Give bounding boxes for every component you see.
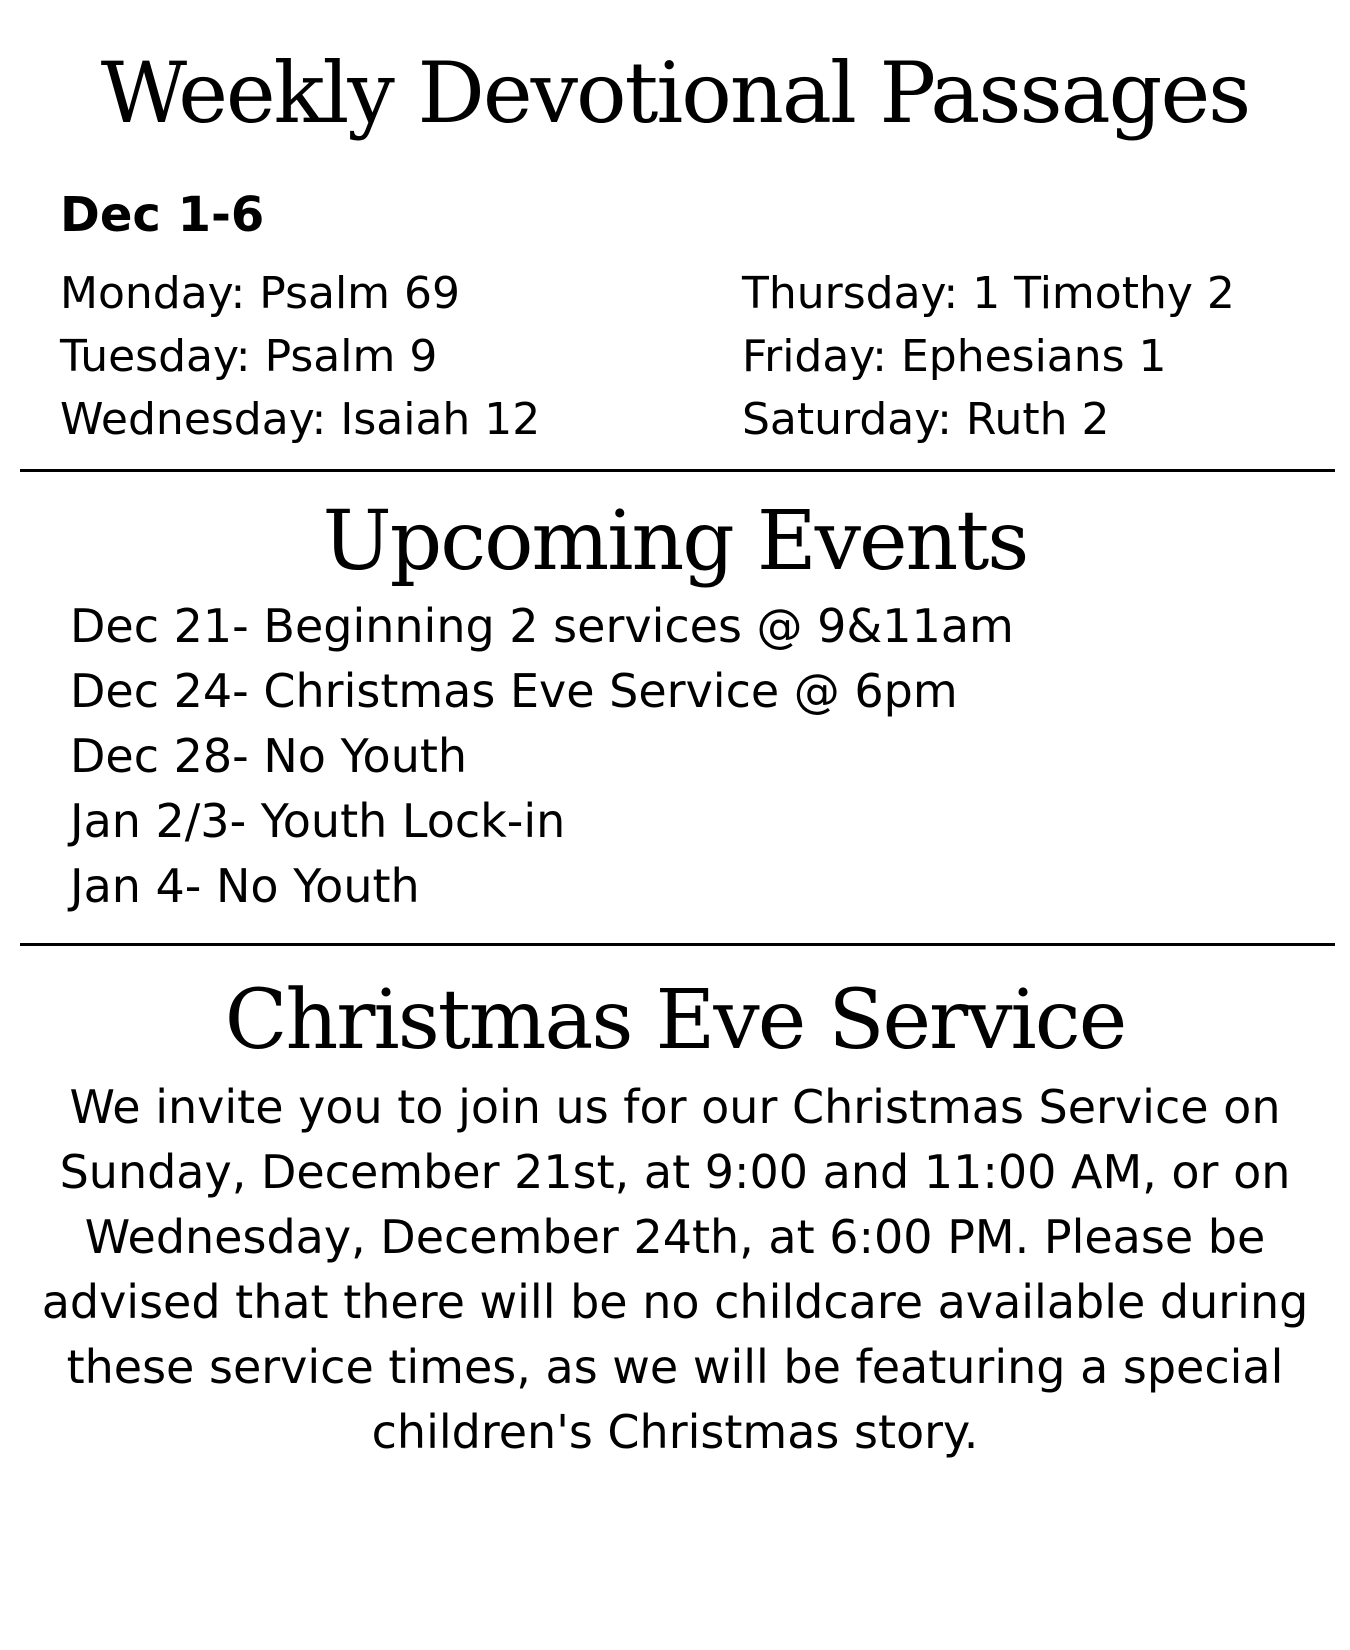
passage-friday: Friday: Ephesians 1: [742, 331, 1167, 382]
passage-monday: Monday: Psalm 69: [60, 268, 461, 319]
section-divider: [20, 469, 1335, 472]
passage-wednesday: Wednesday: Isaiah 12: [60, 394, 541, 445]
passage-thursday: Thursday: 1 Timothy 2: [742, 268, 1235, 319]
events-list: [70, 594, 1014, 919]
devotional-title: Weekly Devotional Passages: [100, 44, 1250, 142]
event-item: Dec 24- Christmas Eve Service @ 6pm: [70, 664, 958, 718]
event-item: Jan 2/3- Youth Lock-in: [70, 794, 566, 848]
events-title: Upcoming Events: [322, 494, 1028, 589]
passages-left-column: [60, 262, 540, 451]
section-divider: [20, 943, 1335, 946]
passages-right-column: [742, 262, 1235, 451]
event-item: Dec 21- Beginning 2 services @ 9&11am: [70, 599, 1014, 653]
week-heading: Dec 1-6: [60, 187, 265, 243]
event-item: Jan 4- No Youth: [70, 859, 420, 913]
christmas-eve-description: We invite you to join us for our Christmas Service on Sunday, December 21st, at 9:00 and 11:00 AM, or on Wednesday, December 24th, at 6:00 PM. Please be advised that there will be no childcare available during these service times, as we will be featuring a special children's Christmas story.: [41, 1080, 1309, 1459]
passage-saturday: Saturday: Ruth 2: [742, 394, 1110, 445]
event-item: Dec 28- No Youth: [70, 729, 468, 783]
passage-tuesday: Tuesday: Psalm 9: [60, 331, 438, 382]
christmas-eve-title: Christmas Eve Service: [224, 973, 1126, 1068]
